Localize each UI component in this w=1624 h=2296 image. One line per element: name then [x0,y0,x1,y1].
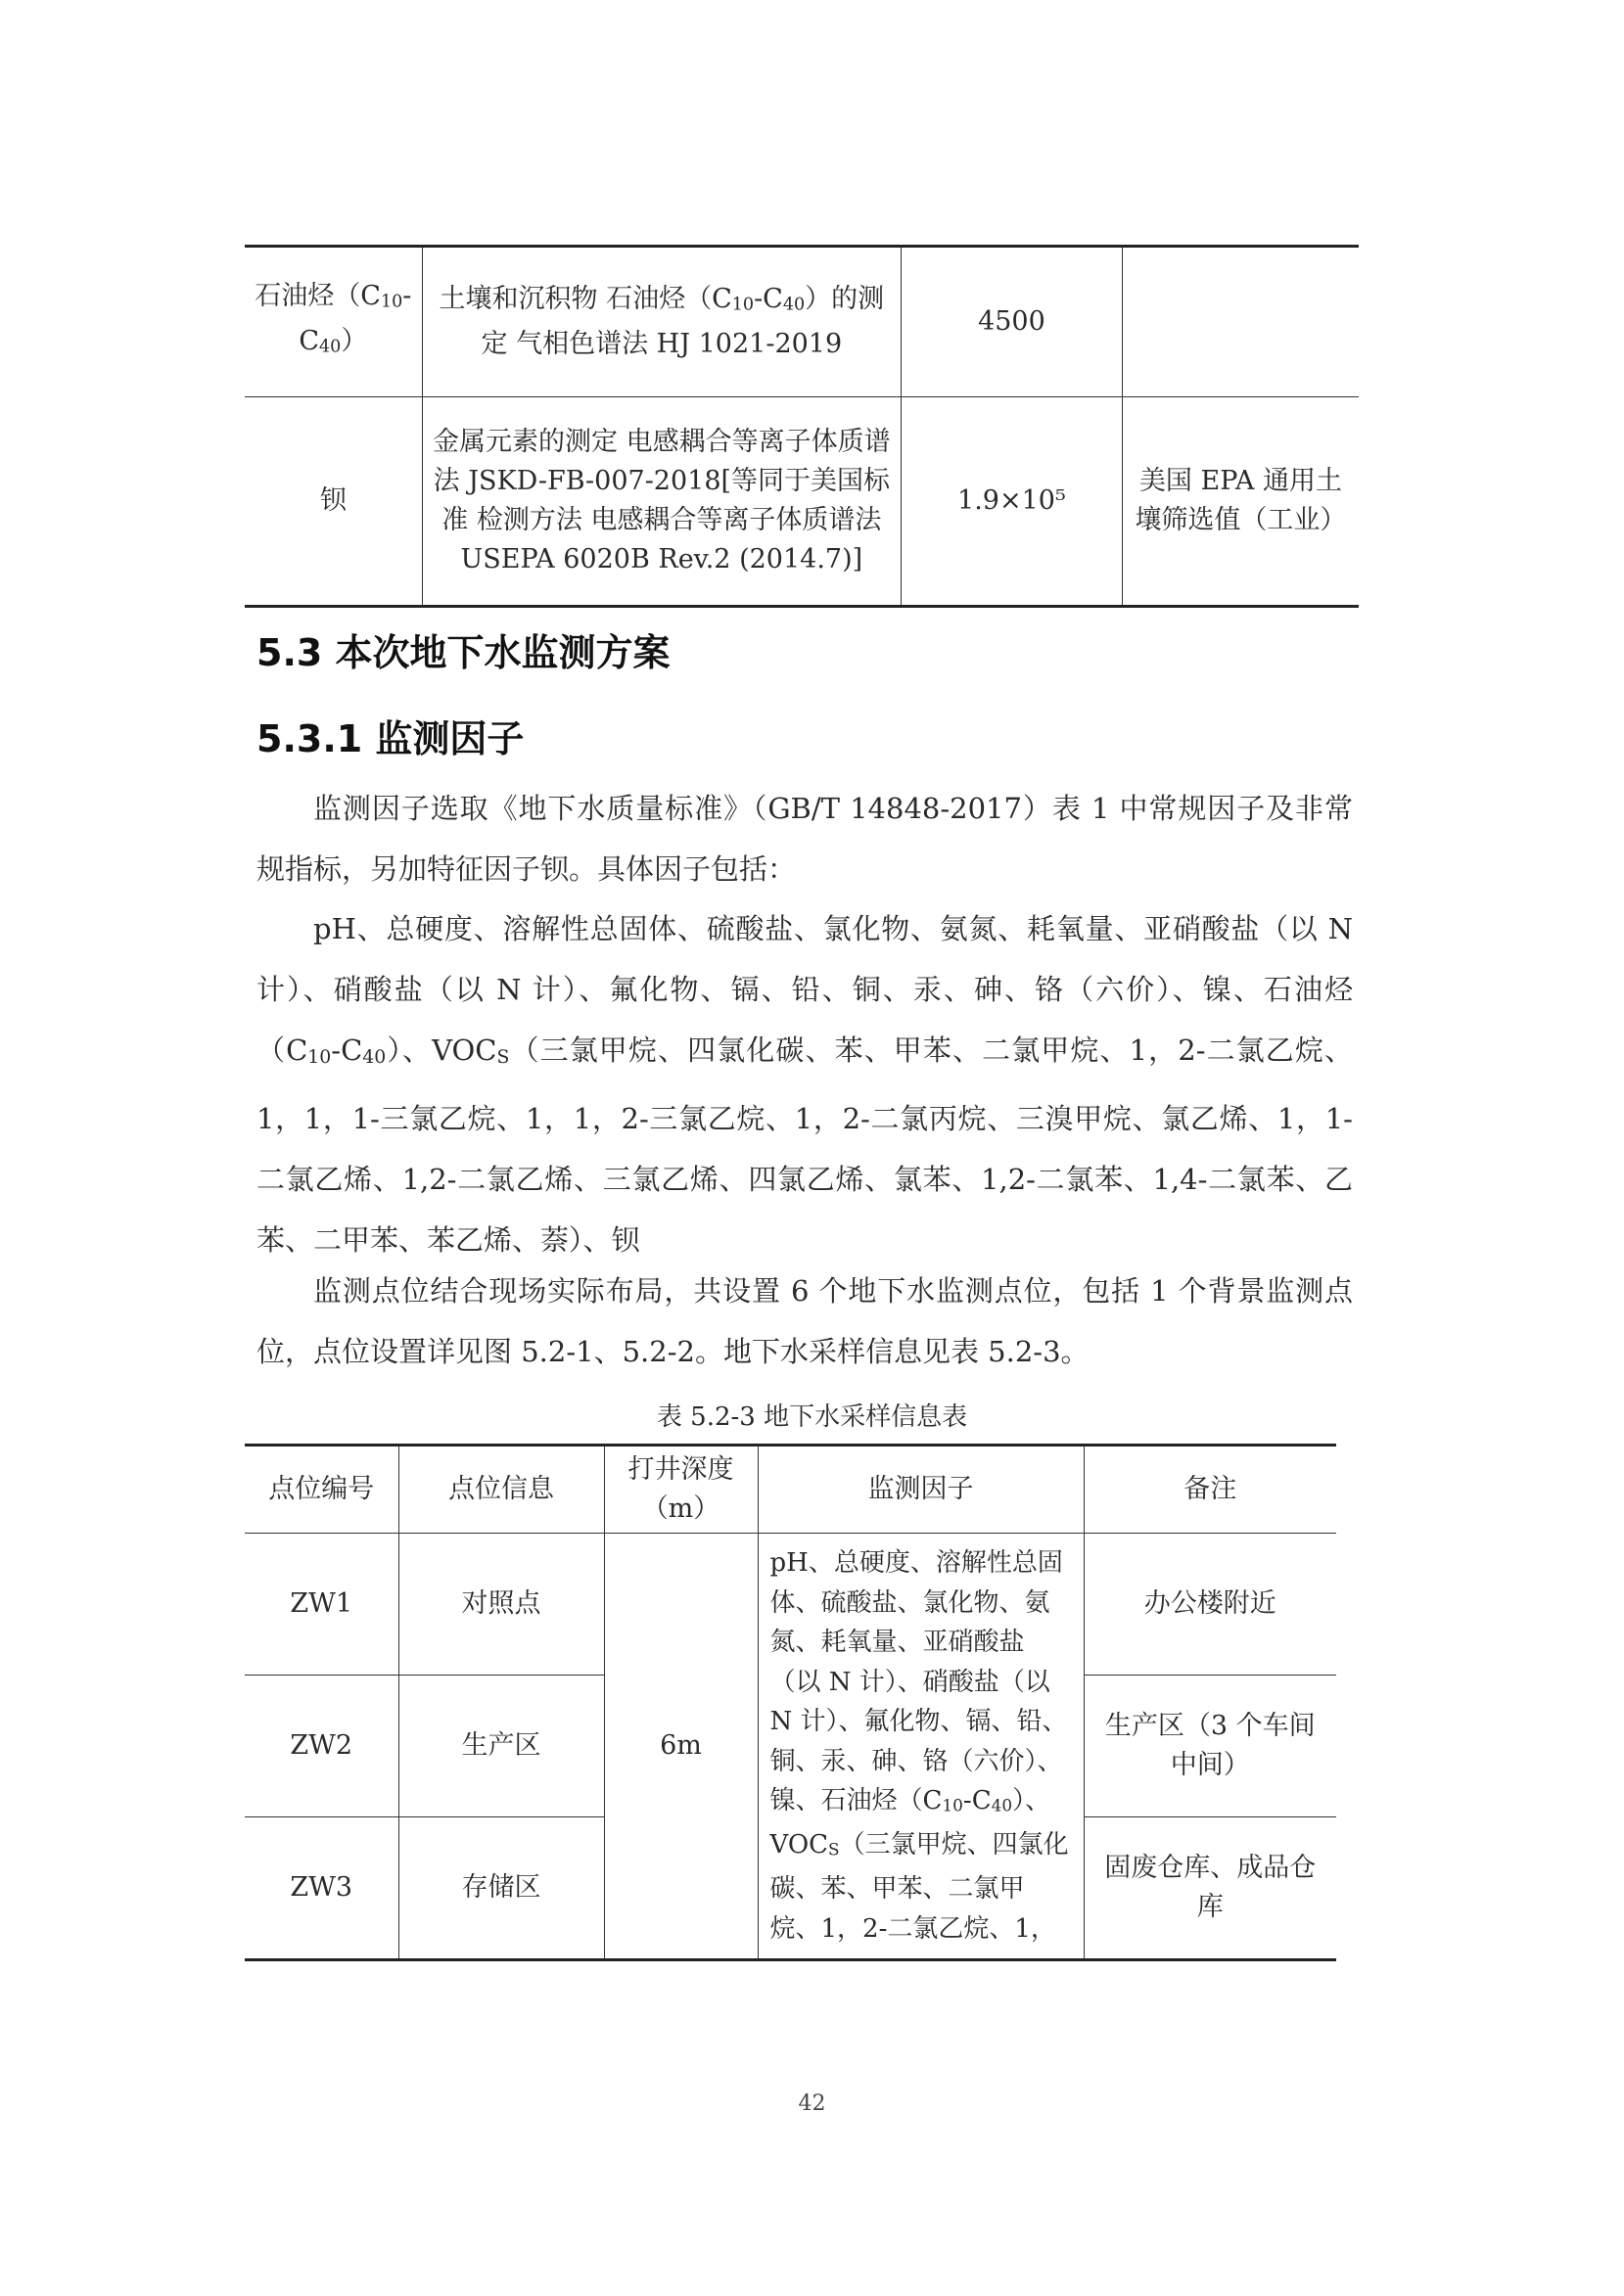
groundwater-sampling-table [245,1444,1336,1961]
point-info-cell: 生产区 [398,1676,604,1817]
method-cell: 土壤和沉积物 石油烃$(C_{10}-C_{40})$的测定 气相色谱法 HJ 1021-2019 [422,247,901,397]
factor-name-cell: 钡 [245,397,422,607]
table-row [245,247,1359,397]
point-info-cell: 对照点 [398,1534,604,1676]
factor-list-paragraph: pH、总硬度、溶解性总固体、硫酸盐、氯化物、氨氮、耗氧量、亚硝酸盐（以 N 计）、硝酸盐（以 N 计）、氟化物、镉、铅、铜、汞、砷、铬（六价）、镍、石油烃$(C_{10}-C_{40})$、$VOC_S$（三氯甲烷、四氯化碳、苯、甲苯、二氯甲烷、1，2-二氯乙烷、1，1，1-三氯乙烷、1，1，2-三氯乙烷、1，2-二氯丙烷、三溴甲烷、氯乙烯、1，1-二氯乙烯、1,2-二氯乙烯、三氯乙烯、四氯乙烯、氯苯、1,2-二氯苯、1,4-二氯苯、乙苯、二甲苯、苯乙烯、萘）、钡 [256,912,1353,1257]
intro-paragraph: 监测因子选取《地下水质量标准》（GB/T 14848-2017）表 1 中常规因子及非常规指标，另加特征因子钡。具体因子包括： [256,792,1353,886]
screening-value-cell: 1.9×10⁵ [901,397,1122,607]
table-header-row [245,1446,1336,1534]
screening-value-cell: 4500 [901,247,1122,397]
note-cell [1122,247,1359,397]
note-cell: 固废仓库、成品仓库 [1084,1817,1336,1960]
header-depth: 打井深度（m） [604,1446,758,1534]
point-id-cell: ZW2 [245,1676,398,1817]
table-caption: 表 5.2-3 地下水采样信息表 [656,1402,968,1432]
depth-cell: 6m [604,1534,758,1960]
point-info-cell: 存储区 [398,1817,604,1960]
header-factors: 监测因子 [758,1446,1084,1534]
table-row [245,397,1359,607]
note-cell: 美国 EPA 通用土壤筛选值（工业） [1122,397,1359,607]
point-id-cell: ZW3 [245,1817,398,1960]
note-cell: 办公楼附近 [1084,1534,1336,1676]
table-row [245,1534,1336,1676]
header-info: 点位信息 [398,1446,604,1534]
monitoring-points-paragraph: 监测点位结合现场实际布局，共设置 6 个地下水监测点位，包括 1 个背景监测点位，点位设置详见图 5.2-1、5.2-2。地下水采样信息见表 5.2-3。 [256,1274,1353,1368]
page-number: 42 [798,2091,826,2116]
method-cell: 金属元素的测定 电感耦合等离子体质谱法 JSKD-FB-007-2018[等同于美国标准 检测方法 电感耦合等离子体质谱法 USEPA 6020B Rev.2 (2014.7)] [422,397,901,607]
standards-table [245,245,1359,608]
factor-name-cell: 石油烃$(C_{10}-C_{40})$ [245,247,422,397]
header-id: 点位编号 [245,1446,398,1534]
section-heading: 5.3 本次地下水监测方案 [256,631,671,674]
header-note: 备注 [1084,1446,1336,1534]
factors-cell: pH、总硬度、溶解性总固体、硫酸盐、氯化物、氨氮、耗氧量、亚硝酸盐（以 N 计）、硝酸盐（以 N 计）、氟化物、镉、铅、铜、汞、砷、铬（六价）、镍、石油烃$(C_{10}-C_{40})$、$VOC_S$（三氯甲烷、四氯化碳、苯、甲苯、二氯甲烷、1，2-二氯乙烷、1， [758,1534,1084,1960]
note-cell: 生产区（3 个车间中间） [1084,1676,1336,1817]
subsection-heading: 5.3.1 监测因子 [256,717,525,760]
point-id-cell: ZW1 [245,1534,398,1676]
